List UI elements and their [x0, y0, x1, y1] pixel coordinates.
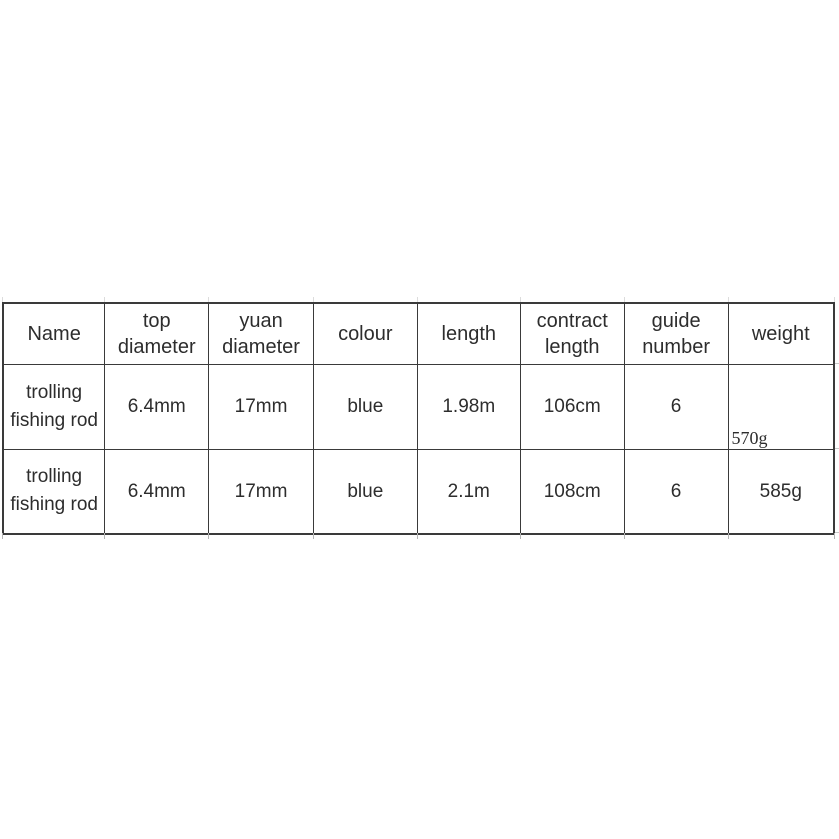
- spec-table: [2, 302, 835, 535]
- cell-colour: blue: [313, 449, 417, 534]
- col-header-weight: weight: [728, 303, 834, 364]
- gridline-stub: [417, 533, 418, 539]
- gridline-stub: [520, 533, 521, 539]
- gridline-stub: [728, 297, 729, 302]
- col-header-yuan-diameter: yuan diameter: [209, 303, 314, 364]
- cell-weight: 585g: [728, 449, 834, 534]
- cell-name: trolling fishing rod: [3, 364, 105, 449]
- gridline-stub: [834, 533, 835, 539]
- cell-contract-length: 106cm: [520, 364, 624, 449]
- cell-top-diameter: 6.4mm: [105, 364, 209, 449]
- col-header-colour: colour: [313, 303, 417, 364]
- spec-table-wrap: [2, 302, 835, 533]
- cell-length: 1.98m: [417, 364, 520, 449]
- cell-guide-number: 6: [624, 364, 728, 449]
- gridline-stub: [313, 297, 314, 302]
- gridline-stub: [208, 297, 209, 302]
- gridline-stub: [104, 533, 105, 539]
- col-header-length: length: [417, 303, 520, 364]
- gridline-stub: [104, 297, 105, 302]
- gridline-stub: [520, 297, 521, 302]
- cell-length: 2.1m: [417, 449, 520, 534]
- gridline-stub: [417, 297, 418, 302]
- gridline-stub: [624, 297, 625, 302]
- table-row: [3, 449, 834, 534]
- gridline-stub: [2, 297, 3, 302]
- gridline-stub: [208, 533, 209, 539]
- gridline-stub: [835, 363, 839, 364]
- gridline-stub: [2, 533, 3, 539]
- cell-colour: blue: [313, 364, 417, 449]
- col-header-top-diameter: top diameter: [105, 303, 209, 364]
- cell-name: trolling fishing rod: [3, 449, 105, 534]
- gridline-stub: [835, 532, 839, 533]
- gridline-stub: [313, 533, 314, 539]
- gridline-stub: [624, 533, 625, 539]
- cell-guide-number: 6: [624, 449, 728, 534]
- gridline-stub: [835, 448, 839, 449]
- col-header-contract-length: contract length: [520, 303, 624, 364]
- cell-weight: 570g: [728, 364, 834, 449]
- header-row: [3, 303, 834, 364]
- cell-yuan-diameter: 17mm: [209, 364, 314, 449]
- col-header-guide-number: guide number: [624, 303, 728, 364]
- table-row: [3, 364, 834, 449]
- cell-contract-length: 108cm: [520, 449, 624, 534]
- gridline-stub: [834, 297, 835, 302]
- cell-yuan-diameter: 17mm: [209, 449, 314, 534]
- gridline-stub: [728, 533, 729, 539]
- col-header-name: Name: [3, 303, 105, 364]
- cell-top-diameter: 6.4mm: [105, 449, 209, 534]
